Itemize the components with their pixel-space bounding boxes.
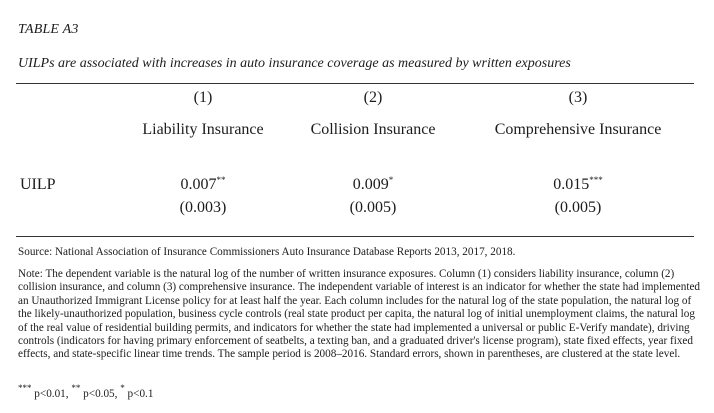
significance-stars: ** — [216, 175, 226, 185]
standard-error-comprehensive: (0.005) — [554, 199, 602, 216]
column-number-1: (1) — [193, 89, 213, 106]
standard-error-collision: (0.005) — [349, 199, 397, 216]
significance-legend — [18, 383, 154, 400]
table-note: Note: The dependent variable is the natural log of the number of written insurance exposures. Column (1) considers liability insurance, column (2) collision insurance, and column (3) comprehensive insurance. The independent variable of interest is an indicator for whether the state had implemented an Unauthorized Immigrant License policy for at least half the year. Each column includes for the natural log of the state population, the natural log of the likely-unauthorized population, business cycle controls (real state product per capita, the natural log of initial unemployment claims, the natural log of the real value of residential building permits, and indicators for whether the state had implemented a universal or public E-Verify mandate), driving controls (indicators for having primary enforcement of seatbelts, a texting ban, and a graduated driver's license program), state fixed effects, year fixed effects, and state-specific linear time trends. The sample period is 2008–2016. Standard errors, shown in parentheses, are clustered at the state level. — [18, 268, 701, 361]
column-header-liability: Liability Insurance — [142, 121, 264, 138]
table-label: TABLE A3 — [18, 22, 79, 37]
row-label-uilp: UILP — [20, 176, 56, 193]
legend-text-1: p<0.01, — [31, 388, 72, 400]
coefficient-value: 0.009 — [352, 176, 389, 193]
bottom-rule — [16, 236, 694, 237]
coefficient-value: 0.015 — [553, 176, 590, 193]
legend-stars-3: * — [120, 383, 125, 393]
column-number-2: (2) — [363, 89, 383, 106]
legend-text-2: p<0.05, — [80, 388, 121, 400]
significance-stars: *** — [589, 175, 603, 185]
column-header-collision: Collision Insurance — [310, 121, 436, 138]
legend-text-3: p<0.1 — [124, 388, 154, 400]
coefficient-value: 0.007 — [180, 176, 217, 193]
significance-stars: * — [388, 175, 394, 185]
top-rule — [16, 83, 694, 84]
coefficient-liability — [128, 176, 278, 194]
source-note: Source: National Association of Insurance Commissioners Auto Insurance Database Reports 2013, 2017, 2018. — [18, 246, 516, 258]
table-caption: UILPs are associated with increases in auto insurance coverage as measured by written exposures — [18, 56, 571, 71]
column-number-3: (3) — [568, 89, 588, 106]
column-header-comprehensive: Comprehensive Insurance — [494, 121, 662, 138]
legend-stars-2: ** — [71, 383, 81, 393]
legend-stars-1: *** — [18, 383, 32, 393]
standard-error-liability: (0.003) — [179, 199, 227, 216]
coefficient-comprehensive — [470, 176, 686, 194]
coefficient-collision — [298, 176, 448, 194]
